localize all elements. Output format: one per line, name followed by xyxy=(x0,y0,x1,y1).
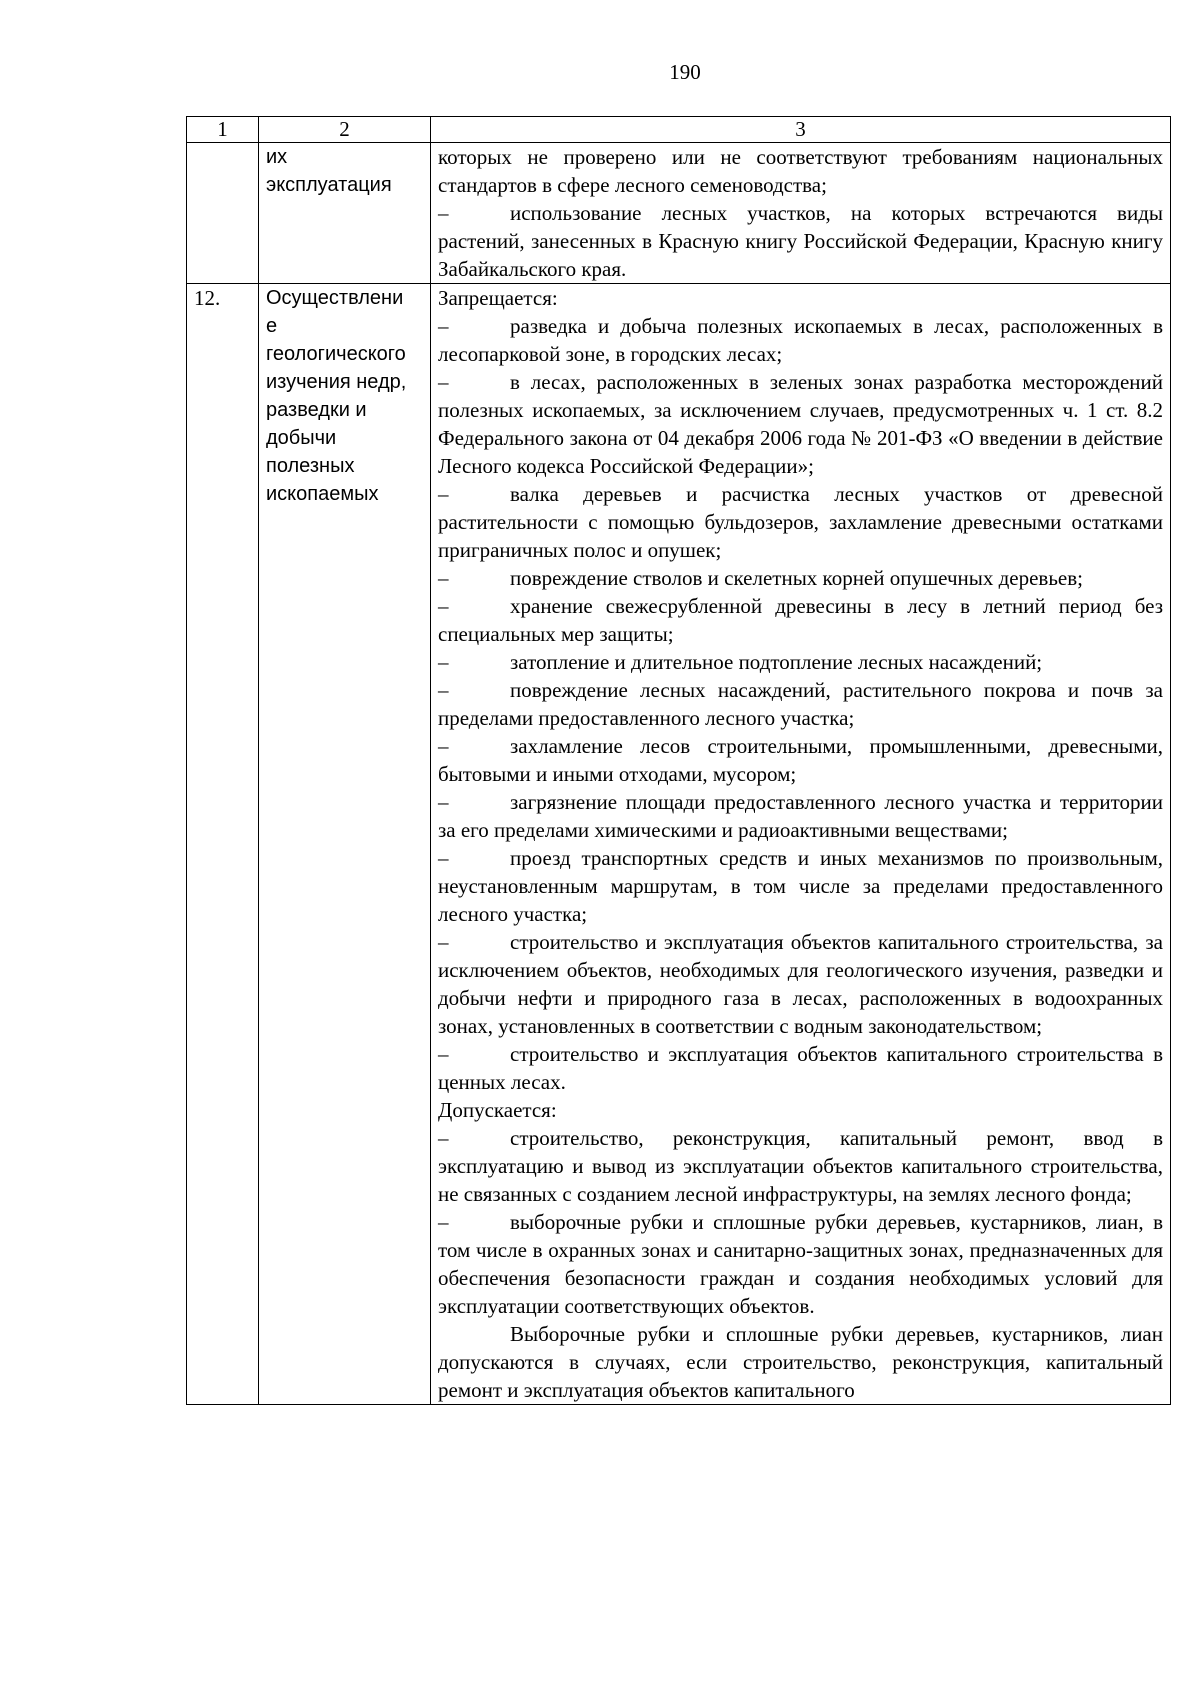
prohibited-item-text: строительство и эксплуатация объектов капитального строительства, за исключением объектов, необходимых для геологического изучения, разведки и добычи нефти и природного газа в лесах, расположенных в водоохранных зонах, установленных в соответствии с водным законодательством; xyxy=(438,930,1163,1038)
prohibited-item xyxy=(438,480,1163,564)
activity-name-cell xyxy=(259,284,431,1405)
dash-bullet: – xyxy=(438,370,449,394)
prohibited-item xyxy=(438,368,1163,480)
regulations-table xyxy=(186,116,1171,1405)
activity-name-line: Осуществлени xyxy=(266,287,404,309)
prohibited-item-text: валка деревьев и расчистка лесных участков от древесной растительности с помощью бульдозеров, захламление древесными остатками приграничных полос и опушек; xyxy=(438,482,1163,562)
allowed-item-text: строительство, реконструкция, капитальный ремонт, ввод в эксплуатацию и вывод из эксплуатации объектов капитального строительства, не связанных с созданием лесной инфраструктуры, на землях лесного фонда; xyxy=(438,1126,1163,1206)
prohibited-item xyxy=(438,1040,1163,1096)
prohibited-item xyxy=(438,564,1163,592)
prohibited-item-text: в лесах, расположенных в зеленых зонах разработка месторождений полезных ископаемых, за исключением случаев, предусмотренных ч. 1 ст. 8.2 Федерального закона от 04 декабря 2006 года № 201-ФЗ «О введении в действие Лесного кодекса Российской Федерации»; xyxy=(438,370,1163,478)
allowed-item xyxy=(438,1208,1163,1320)
activity-name-line: эксплуатация xyxy=(266,174,392,196)
prohibited-item-text: захламление лесов строительными, промышленными, древесными, бытовыми и иными отходами, мусором; xyxy=(438,734,1163,786)
prohibited-item xyxy=(438,676,1163,732)
prohibited-item xyxy=(438,732,1163,788)
allowed-label: Допускается: xyxy=(438,1098,557,1122)
table-header-row xyxy=(187,117,1171,143)
row-number-cell: 12. xyxy=(187,284,259,1405)
prohibited-item xyxy=(438,592,1163,648)
activity-name-cell xyxy=(259,143,431,284)
prohibited-item xyxy=(438,648,1163,676)
dash-bullet: – xyxy=(438,594,449,618)
prohibited-item xyxy=(438,312,1163,368)
prohibited-label: Запрещается: xyxy=(438,286,558,310)
allowed-item-text: выборочные рубки и сплошные рубки деревьев, кустарников, лиан, в том числе в охранных зонах и санитарно-защитных зонах, предназначенных для обеспечения безопасности граждан и создания необходимых условий для эксплуатации соответствующих объектов. xyxy=(438,1210,1163,1318)
activity-name-line: полезных xyxy=(266,455,355,477)
dash-bullet: – xyxy=(438,846,449,870)
activity-name-line: ископаемых xyxy=(266,483,379,505)
dash-bullet: – xyxy=(438,1042,449,1066)
prohibited-item xyxy=(438,788,1163,844)
dash-bullet: – xyxy=(438,930,449,954)
dash-bullet: – xyxy=(438,314,449,338)
prohibited-item xyxy=(438,928,1163,1040)
requirements-cell xyxy=(431,284,1171,1405)
prohibited-item-text: загрязнение площади предоставленного лесного участка и территории за его пределами химическими и радиоактивными веществами; xyxy=(438,790,1163,842)
prohibited-item-text: хранение свежесрубленной древесины в лесу в летний период без специальных мер защиты; xyxy=(438,594,1163,646)
requirement-paragraph: которых не проверено или не соответствуют требованиям национальных стандартов в сфере лесного семеноводства; xyxy=(438,145,1163,197)
allowed-item xyxy=(438,1124,1163,1208)
table-row-continued xyxy=(187,143,1171,284)
dash-bullet: – xyxy=(438,734,449,758)
column-header-2: 2 xyxy=(259,117,431,143)
prohibited-item-text: повреждение стволов и скелетных корней опушечных деревьев; xyxy=(510,566,1083,590)
dash-bullet: – xyxy=(438,1126,449,1150)
dash-bullet: – xyxy=(438,566,449,590)
row-number-cell xyxy=(187,143,259,284)
prohibited-item xyxy=(438,844,1163,928)
requirement-item xyxy=(438,199,1163,283)
dash-bullet: – xyxy=(438,678,449,702)
prohibited-item-text: разведка и добыча полезных ископаемых в лесах, расположенных в лесопарковой зоне, в городских лесах; xyxy=(438,314,1163,366)
dash-bullet: – xyxy=(438,482,449,506)
prohibited-item-text: проезд транспортных средств и иных механизмов по произвольным, неустановленным маршрутам, в том числе за пределами предоставленного лесного участка; xyxy=(438,846,1163,926)
activity-name-line: разведки и xyxy=(266,399,367,421)
activity-name-line: е xyxy=(266,315,278,337)
column-header-3: 3 xyxy=(431,117,1171,143)
prohibited-item-text: строительство и эксплуатация объектов капитального строительства в ценных лесах. xyxy=(438,1042,1163,1094)
dash-bullet: – xyxy=(438,790,449,814)
dash-bullet: – xyxy=(438,201,449,225)
column-header-1: 1 xyxy=(187,117,259,143)
activity-name-line: геологического xyxy=(266,343,406,365)
prohibited-item-text: повреждение лесных насаждений, растительного покрова и почв за пределами предоставленного лесного участка; xyxy=(438,678,1163,730)
activity-name-line: их xyxy=(266,146,288,168)
requirement-item-text: использование лесных участков, на которых встречаются виды растений, занесенных в Красную книгу Российской Федерации, Красную книгу Забайкальского края. xyxy=(438,201,1163,281)
table-row-12 xyxy=(187,284,1171,1405)
activity-name-line: изучения недр, xyxy=(266,371,407,393)
dash-bullet: – xyxy=(438,1210,449,1234)
dash-bullet: – xyxy=(438,650,449,674)
activity-name-line: добычи xyxy=(266,427,337,449)
closing-paragraph: Выборочные рубки и сплошные рубки деревьев, кустарников, лиан допускаются в случаях, если строительство, реконструкция, капитальный ремонт и эксплуатация объектов капитального xyxy=(438,1322,1163,1402)
requirements-cell xyxy=(431,143,1171,284)
page-number: 190 xyxy=(669,60,701,84)
prohibited-item-text: затопление и длительное подтопление лесных насаждений; xyxy=(510,650,1043,674)
